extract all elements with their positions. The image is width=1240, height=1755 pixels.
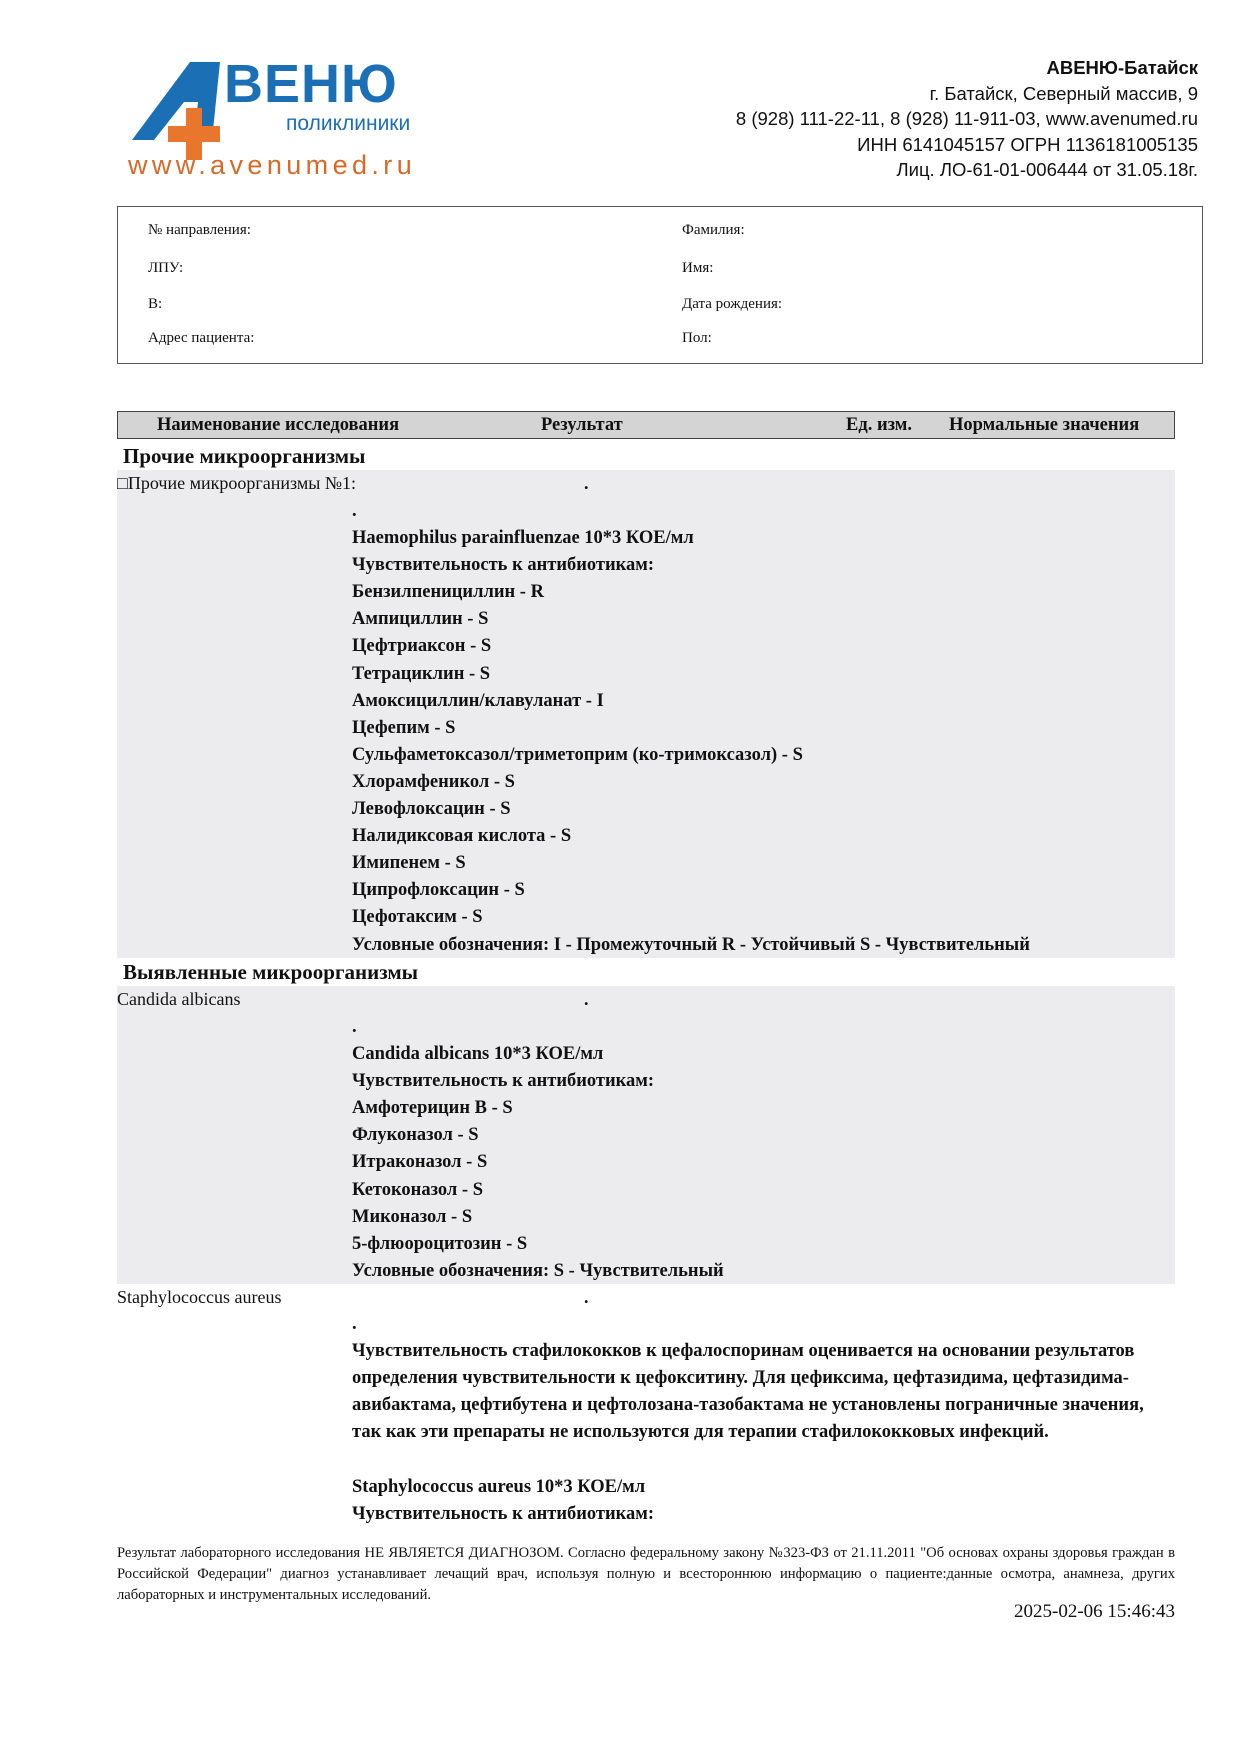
clinic-ids: ИНН 6141045157 ОГРН 1136181005135 [857, 133, 1198, 155]
sex-label: Пол: [682, 330, 712, 346]
result-line: Ципрофлоксацин - S [352, 880, 525, 901]
row-label-staph: Staphylococcus aureus [117, 1287, 282, 1307]
logo-website: www.avenumed.ru [128, 150, 417, 180]
referral-label: № направления: [148, 222, 251, 238]
result-line: Миконазол - S [352, 1206, 473, 1227]
result-line: Цефтриаксон - S [352, 636, 492, 657]
col-header-result: Результат [541, 415, 623, 435]
patient-info-box [117, 206, 1203, 364]
dob-label: Дата рождения: [682, 296, 783, 312]
row-label-other: □Прочие микроорганизмы №1: [117, 473, 357, 493]
result-line: 5-флюороцитозин - S [352, 1233, 528, 1254]
result-line: Амфотерицин В - S [352, 1098, 513, 1119]
result-line: Тетрациклин - S [352, 663, 491, 684]
clinic-name: АВЕНЮ-Батайск [1046, 57, 1198, 78]
staph-note-paragraph: Чувствительность стафилококков к цефалоспоринам оценивается на основании результатов определения чувствительности к цефокситину. Для цефиксима, цефтазидима, цефтазидима-авибактама, цефтибутена и цефтолозана-тазобактама не установлены пограничные значения, так как эти препараты не используются для терапии стафилококковых инфекций. [352, 1341, 1144, 1443]
result-dot-other: . [584, 473, 589, 493]
clinic-contacts [736, 55, 1198, 183]
result-line: Условные обозначения: I - Промежуточный R - Устойчивый S - Чувствительный [352, 934, 1030, 955]
col-header-units: Ед. изм. [846, 415, 913, 435]
result-dot-staph: . [584, 1287, 589, 1307]
results-table-header [117, 411, 1175, 439]
result-line: Haemophilus parainfluenzae 10*3 КОЕ/мл [352, 528, 694, 549]
result-line: Бензилпенициллин - R [352, 582, 544, 603]
address-label: Адрес пациента: [148, 330, 255, 346]
result-line: Сульфаметоксазол/триметоприм (ко-тримоксазол) - S [352, 744, 803, 765]
result-line: . [352, 1314, 357, 1334]
clinic-license: Лиц. ЛО-61-01-006444 от 31.05.18г. [896, 159, 1198, 180]
result-line: Цефепим - S [352, 717, 456, 738]
result-lines-candida [352, 1014, 724, 1285]
result-line: Цефотаксим - S [352, 907, 483, 928]
v-label: В: [148, 296, 163, 312]
result-lines-staph-bottom [352, 1474, 654, 1528]
result-line: Имипенем - S [352, 853, 466, 874]
result-line: Ампициллин - S [352, 609, 489, 630]
result-line: Candida albicans 10*3 КОЕ/мл [352, 1044, 604, 1065]
result-line: Левофлоксацин - S [352, 799, 511, 820]
lpu-label: ЛПУ: [148, 260, 184, 276]
row-label-candida: Candida albicans [117, 989, 241, 1009]
disclaimer-text: Результат лабораторного исследования НЕ ЯВЛЯЕТСЯ ДИАГНОЗОМ. Согласно федеральному закону №323-ФЗ от 21.11.2011 "Об основах охраны здоровья граждан в Российской Федерации" диагноз устанавливает лечащий врач, используя полную и всестороннюю информацию о пациенте:данные осмотра, анамнеза, других лабораторных и инструментальных исследований. [117, 1545, 1175, 1603]
result-lines-other [352, 498, 1030, 959]
section-title-detected: Выявленные микроорганизмы [123, 960, 419, 984]
result-line: . [352, 1017, 357, 1037]
logo-main-text: ВЕНЮ [224, 58, 398, 114]
surname-label: Фамилия: [682, 222, 745, 238]
result-line: Staphylococcus aureus 10*3 КОЕ/мл [352, 1477, 646, 1497]
result-line: Условные обозначения: S - Чувствительный [352, 1260, 724, 1281]
logo-sub-text: поликлиники [286, 112, 411, 135]
result-line: Кетоконазол - S [352, 1179, 483, 1200]
clinic-phones: 8 (928) 111-22-11, 8 (928) 11-911-03, www.avenumed.ru [735, 108, 1198, 129]
result-line: Чувствительность к антибиотикам: [352, 1504, 655, 1525]
clinic-address: г. Батайск, Северный массив, 9 [929, 82, 1198, 104]
name-label: Имя: [682, 260, 714, 276]
result-line: Налидиксовая кислота - S [352, 826, 572, 847]
result-lines-staph-top [352, 1311, 357, 1338]
logo-plus-horizontal [168, 126, 220, 142]
section-title-other: Прочие микроорганизмы [123, 444, 366, 468]
result-line: Чувствительность к антибиотикам: [352, 555, 655, 576]
report-datetime: 2025-02-06 15:46:43 [1014, 1601, 1175, 1622]
result-dot-candida: . [584, 989, 589, 1009]
result-line: Флуконазол - S [352, 1125, 479, 1146]
result-line: . [352, 501, 357, 521]
result-line: Чувствительность к антибиотикам: [352, 1071, 655, 1092]
col-header-normal: Нормальные значения [949, 415, 1140, 435]
result-line: Амоксициллин/клавуланат - I [352, 690, 604, 711]
result-line: Итраконазол - S [352, 1152, 488, 1173]
result-line: Хлорамфеникол - S [352, 771, 515, 792]
col-header-name: Наименование исследования [157, 415, 400, 435]
